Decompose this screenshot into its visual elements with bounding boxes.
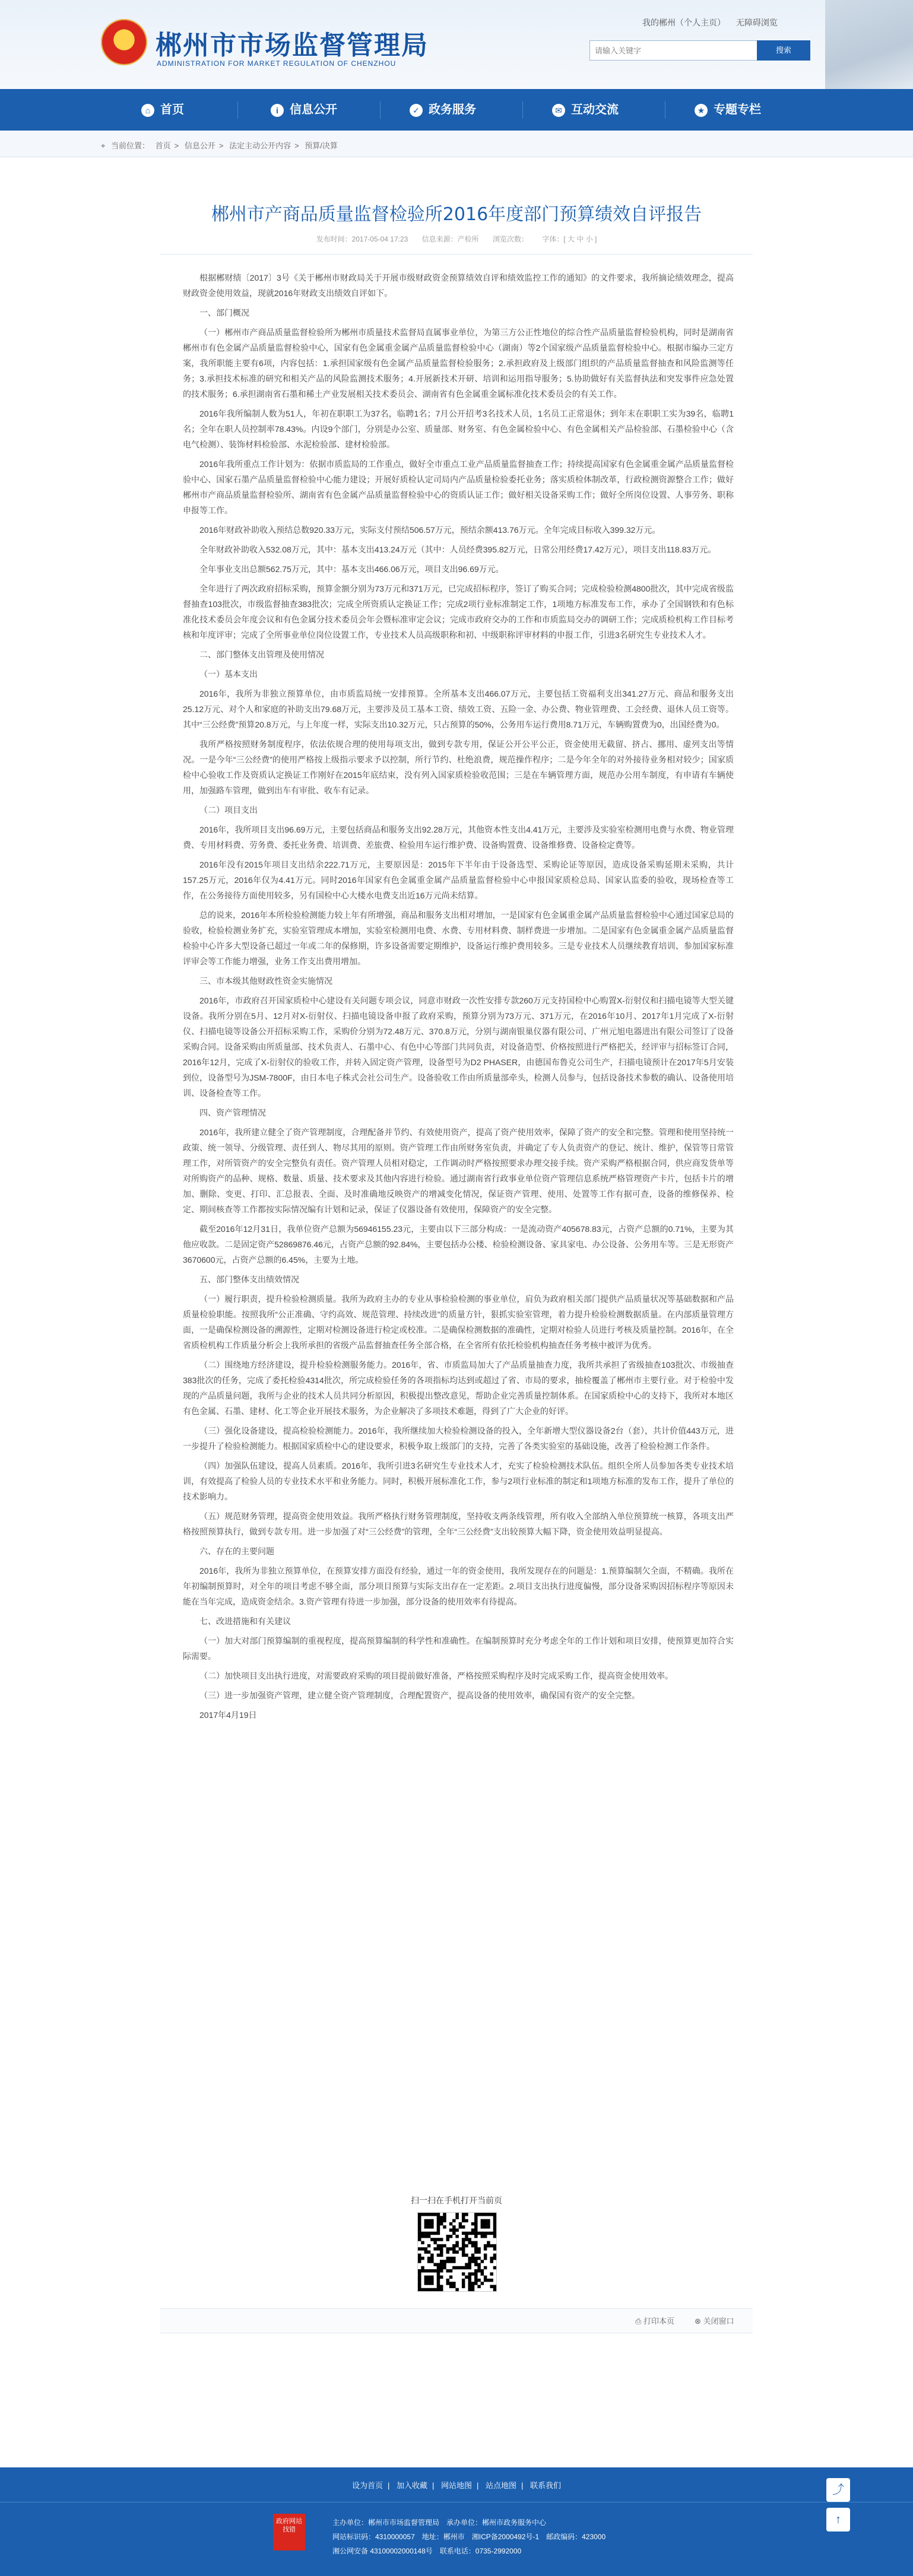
article-paragraph: 我所严格按照财务制度程序，依法依规合理的使用每项支出，做到专款专用，保证公开公平公正，资金使用无截留、挤占、挪用、虚列支出等情况。一是今年“三公经费”的使用严格按上级指示要求予以控制，所行节约、杜绝浪费，规范操作程序；二是今年全年的对外接待业务相对较少；国家质检中心验收工作及资质认定换证工作刚好在2015年底结束，没有列入国家质检验收范围；三是在车辆管理方面，规范办公用车制度，有申请有车辆使用，加强路车管理，做到出车有审批、收车有记录。 [183, 739, 734, 795]
title-divider [160, 254, 753, 255]
print-icon: ⎙ [635, 2317, 644, 2326]
article-paragraph: （五）规范财务管理，提高资金使用效益。我所严格执行财务管理制度，坚持收支两条线管理，所有收入全部纳入单位预算统一核算，各项支出严格按照预算执行，做到专款专用。进一步加强了对“三公经费”的管理，全年“三公经费”支出较预算大幅下降，资金使用效益明显提高。 [183, 1511, 734, 1536]
breadcrumb: ⌖ 当前位置： 首页 > 信息公开 > 法定主动公开内容 > 预算/决算 [101, 141, 338, 150]
nav-label: 互动交流 [571, 103, 619, 116]
home-icon: ⌂ [141, 104, 154, 117]
nav-home[interactable] [141, 89, 184, 131]
article-paragraph: （四）加强队伍建设，提高人员素质。2016年，我所引进3名研究生专业技术人才，充实了检验检测技术队伍。组织全所人员参加各类专业技术培训，有效提高了检验人员的专业技术水平和业务能力。同时，积极开展标准化工作，参与2项行业标准的制定和1项地方标准的发布工作，提升了单位的技术影响力。 [183, 1461, 734, 1501]
article-paragraph: 2016年我所重点工作计划为：依据市质监局的工作重点，做好全市重点工业产品质量监督抽查工作；持续提高国家有色金属重金属产品质量监督检验中心、国家石墨产品质量监督检验中心能力建设；开展好质检认定司局内产品质量检验委托业务；落实质检体制改革，行政检测资源整合工作；做好郴州市产商品质量监督检验所、湖南省有色金属产品质量监督检验中心的资质认证工作；做好相关设备采购工作；做好全所岗位设置、人事劳务、职称申报等工作。 [183, 459, 734, 515]
topic-icon: ★ [695, 104, 708, 117]
back-to-top-button[interactable] [826, 2508, 850, 2531]
footer-phone: 湘公网安备 43100002000148号 联系电话：0735-2992000 [332, 2547, 522, 2555]
search-box [589, 40, 758, 61]
article-paragraph: （一）履行职责，提升检验检测质量。我所为政府主办的专业从事检验检测的事业单位，肩负为政府相关部门提供产品质量状况等基础数据和产品质量检验职能。按照我所“公正准确、守约高效、规范管理、持续改进”的质量方针，狠抓实验室管理，着力提升检验检测数据质量。在内部质量管理方面，一是确保检测设备的溯源性，定期对检测设备进行检定或校准。二是确保检测数据的准确性，定期对检验人员进行考核及质量控制。2016年，在全省质检机构工作质量分析会上我所承担的省级产品监督抽查任务全部合格，在全省所有依托检验机构抽查任务考核中被评为优秀。 [183, 1294, 734, 1350]
site-header [0, 0, 913, 89]
service-icon: ✓ [410, 104, 423, 117]
view-count: 浏览次数： [493, 235, 529, 243]
nav-label: 首页 [160, 103, 184, 116]
site-title: 郴州市市场监督管理局 [156, 30, 429, 61]
footer-link-contact[interactable]: 联系我们 [530, 2481, 562, 2490]
article-paragraph: （三）强化设备建设，提高检验检测能力。2016年，我所继续加大检验检测设备的投入，全年新增大型仪器设备2台（套），共计价值443万元，进一步提升了检验检测能力。根据国家质检中心的建设要求，积极争取上级部门的支持，完善了各类实验室的基础设施，改善了检验检测工作条件。 [183, 1426, 734, 1451]
stone-lion-decoration [825, 0, 913, 89]
breadcrumb-item-budget[interactable]: 预算/决算 [305, 141, 338, 150]
article-paragraph: 2016年没有2015年项目支出结余222.71万元，主要原因是：2015年下半年由于设备选型、采购论证等原因，造成设备采购延期未采购，共计157.25万元，2016年仅为4.41万元。同时2016年国家有色金属重金属产品质量监督检验中心申报国家质检总局、国家认监委的验收，现场检查等工作，在公务接待方面使用较多，另有国检中心大楼水电费支出近16万元尚未结算。 [183, 860, 734, 900]
footer-link-site-map[interactable]: 站点地图 [486, 2481, 517, 2490]
breadcrumb-item-info[interactable]: 信息公开 [184, 141, 215, 150]
article-paragraph: 三、市本级其他财政性资金实施情况 [199, 976, 332, 986]
nav-divider [380, 101, 381, 119]
article-paragraph: 2016年，我所项目支出96.69万元，主要包括商品和服务支出92.28万元，其他资本性支出4.41万元，主要涉及实验室检测用电费与水费、物业管理费、专用材料费、劳务费、委托业务费、培训费、差旅费、检验用车运行维护费、设备购置费、设备维修费、设备检定费等。 [183, 825, 734, 850]
article-paragraph: 截至2016年12月31日，我单位资产总额为56946155.23元，主要由以下三部分构成：一是流动资产405678.83元，占资产总额的0.71%，主要为其他应收款。二是固定资产52869876.46元，占资产总额的92.84%，主要包括办公楼、检验检测设备、家具家电、办公设备、公务用车等。三是无形资产3670600元，占资产总额的6.45%，主要为土地。 [183, 1224, 734, 1265]
main-nav [0, 89, 913, 131]
article-paragraph: 2016年我所编制人数为51人，年初在职职工为37名，临聘1名；7月公开招考3名技术人员，1名员工正常退休；到年末在职职工实为39名，临聘1名；全年在职人员控制率78.43%。内设9个部门，分别是办公室、质量部、财务室、有色金属检验中心、有色金属相关产品检验部、石墨检验中心（含电气检测）、装饰材料检验部、水泥检验部、建材检验部。 [183, 409, 734, 449]
article-paragraph: （二）加快项目支出执行进度，对需要政府采购的项目提前做好准备，严格按照采购程序及时完成采购工作，提高资金使用效率。 [199, 1671, 673, 1681]
article-paragraph: 全年进行了两次政府招标采购，预算金额分别为73万元和371万元，已完成招标程序，签订了购买合同；完成检验检测4800批次，其中完成省级监督抽查103批次，市级监督抽查383批次；完成全所资质认定换证工作；完成2项行业标准制定工作，1项地方标准发布工作，承办了全国钢铁和有色标准化技术委员会年度会议和有色金属分技术委员会年会暨标准审定会议；完成市政府交办的工作和市质监局交办的调研工作；完成质检机构工作目标考核和年度评审；完成了全所事业单位岗位设置工作，专业技术人员高级职称和初、中级职称评审材料的申报工作，引进3名研究生专业技术人才。 [183, 584, 734, 640]
article-paragraph: 2016年，我所为非独立预算单位，由市质监局统一安排预算。全所基本支出466.07万元，主要包括工资福利支出341.27万元、商品和服务支出25.12万元、对个人和家庭的补助支出79.68万元，主要涉及员工基本工资、绩效工资、五险一金、办公费、物业管理费、工会经费、退休人员工资等。其中“三公经费”预算20.8万元，与上年度一样，实际支出10.32万元，只占预算的50%，公务用车运行费用8.71万元，车辆购置费为0，出国经费为0。 [183, 689, 734, 729]
article-paragraph: 五、部门整体支出绩效情况 [199, 1275, 299, 1284]
article-paragraph: 全年事业支出总额562.75万元，其中：基本支出466.06万元，项目支出96.69万元。 [199, 564, 504, 574]
footer-link-homepage[interactable]: 设为首页 [351, 2481, 383, 2490]
footer-address: 网站标识码：4310000057 地址：郴州市 湘ICP备2000492号-1 邮政编码：423000 [332, 2533, 606, 2541]
nav-label: 专题专栏 [714, 103, 761, 116]
location-icon: ⌖ [101, 141, 106, 150]
nav-gov-service[interactable] [410, 89, 476, 131]
article-paragraph: 六、存在的主要问题 [199, 1546, 274, 1556]
breadcrumb-item-content[interactable]: 法定主动公开内容 [229, 141, 291, 150]
chat-icon: ✉ [552, 104, 565, 117]
search-input[interactable] [590, 41, 748, 60]
article-paragraph: 一、部门概况 [199, 308, 249, 317]
close-window-button[interactable]: ⊗ 关闭窗口 [695, 2317, 734, 2326]
footer-link-sitemap[interactable]: 网站地图 [440, 2481, 472, 2490]
article-title: 郴州市产商品质量监督检验所2016年度部门预算绩效自评报告 [211, 204, 702, 225]
breadcrumb-prefix: 当前位置： [110, 141, 150, 150]
footer-link-favorite[interactable]: 加入收藏 [396, 2481, 427, 2490]
close-icon: ⊗ [695, 2317, 703, 2326]
page-tools [160, 2308, 753, 2333]
info-source: 信息来源：产检所 [421, 235, 479, 243]
nav-label: 信息公开 [290, 103, 337, 116]
article-body [183, 270, 734, 1727]
article-paragraph: （三）进一步加强资产管理，建立健全资产管理制度，合理配置资产，提高设备的使用效率，确保国有资产的安全完整。 [199, 1691, 640, 1700]
article-paragraph: 2016年，我所建立健全了资产管理制度，合理配备并节约、有效使用资产，提高了资产使用效率，保障了资产的安全和完整。管理和使用坚持统一政策、统一领导、分级管理、责任到人、物尽其用的原则。资产管理工作由所财务室负责，并确定了专人负责资产的登记、统计、维护，保管等日常管理工作，对所管资产的安全完整负有责任。资产管理人员相对稳定，工作调动时严格按照要求办理交接手续。资产采购严格根据合同，供应商发货单等对所购资产的品种、规格、数量、质量、技术要求及其他内容进行检验。通过湖南省行政事业单位资产管理信息系统严格管理资产卡片，包括卡片的增加、删除、变更、打印、汇总报表、全面、及时准确地反映资产的增减变化情况，保证资产管理、使用、处置等工作有据可查，设备的维修保养、检定、期间核查等工作都按实际情况编有计划和记录，保证了仪器设备有效使用，保障资产的安全完整。 [183, 1127, 734, 1214]
accessibility-link[interactable]: 无障碍浏览 [736, 18, 778, 27]
footer-links: 设为首页 | 加入收藏 | 网站地图 | 站点地图 | 联系我们 [351, 2481, 562, 2490]
nav-topics[interactable] [695, 89, 761, 131]
publish-time: 发布时间：2017-05-04 17:23 [316, 235, 408, 243]
nav-divider [522, 101, 523, 119]
gov-site-error-badge[interactable]: 政府网站找错 [273, 2514, 305, 2550]
qr-code [417, 2212, 497, 2292]
font-size-switch[interactable]: 字体：[ 大 中 小 ] [542, 235, 597, 243]
article-paragraph: （一）郴州市产商品质量监督检验所为郴州市质量技术监督局直属事业单位，为第三方公正性地位的综合性产品质量监督检验机构，同时是湖南省郴州市有色金属产品质量监督检验中心，国家有色金属重金属产品质量监督检验中心（湖南）等2个国家级产品质量监督检验中心。根据市编办三定方案，我所职能主要有6项，内容包括：1.承担国家级有色金属产品质量监督检验服务；2.承担政府及上级部门组织的产品质量监督抽查和风险监测等任务；3.承担技术标准的研究和相关产品的风险监测技术服务；4.开展新技术开研、培训和运用指导服务；5.协助做好有关监督执法和突发事件应急处置的技术服务；6.承担湖南省石墨和稀土产业发展相关技术委员会、湖南省有色金属重金属标准化技术委员会的有关工作。 [183, 328, 734, 399]
print-button[interactable]: ⎙ 打印本页 [635, 2317, 675, 2326]
share-button[interactable] [826, 2478, 850, 2502]
breadcrumb-bar [0, 131, 913, 157]
site-footer [0, 2467, 913, 2576]
my-chenzhou-link[interactable]: 我的郴州（个人主页） [642, 18, 725, 27]
qr-label: 扫一扫在手机打开当前页 [411, 2196, 502, 2205]
article-paragraph: 总的说来，2016年本所检验检测能力较上年有所增强，商品和服务支出相对增加，一是国家有色金属重金属产品质量监督检验中心通过国家总局的验收，检验检测业务扩充，实验室管理成本增加，实验室检测用电费、水费、专用材料费、制样费进一步增加。二是国家有色金属重金属产品质量监督检验中心许多大型设备已超过一年或二年的保修期，许多设备需要定期维护，设备运行维护费用较多。三是专业技术人员继续教育培训、参加国家标准评审会等工作能力增强，业务工作支出费用增加。 [183, 910, 734, 966]
qr-code-image [418, 2213, 496, 2291]
article-paragraph: 全年财政补助收入532.08万元，其中：基本支出413.24万元（其中：人员经费395.82万元，日常公用经费17.42万元），项目支出118.83万元。 [199, 545, 717, 554]
nav-interaction[interactable] [552, 89, 619, 131]
info-icon: i [271, 104, 284, 117]
article-paragraph: 七、改进措施和有关建议 [199, 1616, 291, 1626]
article-paragraph: 二、部门整体支出管理及使用情况 [199, 650, 324, 659]
search-button[interactable]: 搜索 [757, 40, 810, 61]
share-icon: ⤴ [832, 2483, 844, 2496]
national-emblem-logo [101, 19, 147, 65]
arrow-up-icon: ↑ [835, 2513, 841, 2526]
article-paragraph: 2016年，市政府召开国家质检中心建设有关问题专项会议，同意市财政一次性安排专款260万元支持国检中心购置X-衍射仪和扫描电镜等大型关键设备。我所分别在5月、12月对X-衍射仪、扫描电镜设备申报了政府采购，预算分别为73万元、371万元，在2016年10月、2017年1月完成了X-衍射仪、扫描电镜等设备公开招标采购工作，采购价分别为72.48万元、370.8万元，分别与湖南银巢仪器有限公司、广州元旭电器进出有限公司签订了设备采购合同。设备采购由所质量部、技术负责人、石墨中心、有色中心等部门共同负责，对设备造型、价格按照进行严格把关，经评审与招标签订合同，2016年12月，完成了X-衍射仪的验收工作，并转入固定资产管理，设备型号为D2 PHASER，由德国布鲁克公司生产，扫描电镜预计在2017年5月安装到位，设备型号为JSM-7800F，由日本电子株式会社公司生产。设备验收工作由所质量部牵头，检测人员参与，包括设备技术参数的确认、设备使用培训、设备检查等工作。 [183, 996, 734, 1098]
article-meta [0, 234, 913, 244]
nav-divider [237, 101, 238, 119]
article-paragraph: （二）围绕地方经济建设，提升检验检测服务能力。2016年，省、市质监局加大了产品质量抽查力度，我所共承担了省级抽查103批次、市级抽查383批次的任务，完成了委托检验4314批次，所完成检验任务的各项指标均达到或超过了省、市局的要求，抽检覆盖了郴州市主要行业。对于检验中发现的产品质量问题，我所与企业的技术人员共同分析原因，积极提出整改意见，帮助企业完善质量控制体系。在国家质检中心的支持下，我所对本地区有色金属、石墨、建材、化工等企业开展技术服务，为企业解决了多项技术难题，得到了广大企业的好评。 [183, 1360, 734, 1416]
article-paragraph: 2016年，我所为非独立预算单位，在预算安排方面没有经验，通过一年的资金使用，我所发现存在的问题是：1.预算编制欠全面，不精确。我所在年初编制预算时，对全年的项目考虑不够全面，部分项目预算与实际支出存在一定差距。2.项目支出执行进度偏慢，部分设备采购因招标程序等原因未能在当年完成，造成资金结余。3.资产管理有待进一步加强，部分设备的使用效率有待提高。 [183, 1566, 734, 1606]
article-paragraph: （一）加大对部门预算编制的重视程度，提高预算编制的科学性和准确性。在编制预算时充分考虑全年的工作计划和项目安排，使预算更加符合实际需要。 [183, 1636, 734, 1661]
top-links [642, 17, 786, 28]
nav-info-public[interactable] [271, 89, 337, 131]
breadcrumb-item-home[interactable]: 首页 [155, 141, 171, 150]
article-paragraph: 四、资产管理情况 [199, 1108, 266, 1117]
nav-label: 政务服务 [429, 103, 476, 116]
article-paragraph: 根据郴财绩〔2017〕3号《关于郴州市财政局关于开展市级财政资金预算绩效自评和绩效监控工作的通知》的文件要求，我所摘论绩效理念，提高财政资金使用效益，现就2016年财政支出绩效自评如下。 [183, 273, 734, 298]
article-paragraph: （一）基本支出 [199, 669, 258, 679]
footer-host: 主办单位：郴州市市场监督管理局 承办单位：郴州市政务服务中心 [332, 2518, 547, 2527]
article-paragraph: 2016年财政补助收入预结总数920.33万元，实际支付预结506.57万元，预结余额413.76万元。全年完成目标收入399.32万元。 [199, 525, 661, 535]
article-paragraph: 2017年4月19日 [199, 1710, 257, 1720]
article-paragraph: （二）项目支出 [199, 805, 258, 815]
site-subtitle: ADMINISTRATION FOR MARKET REGULATION OF CHENZHOU [157, 59, 397, 68]
